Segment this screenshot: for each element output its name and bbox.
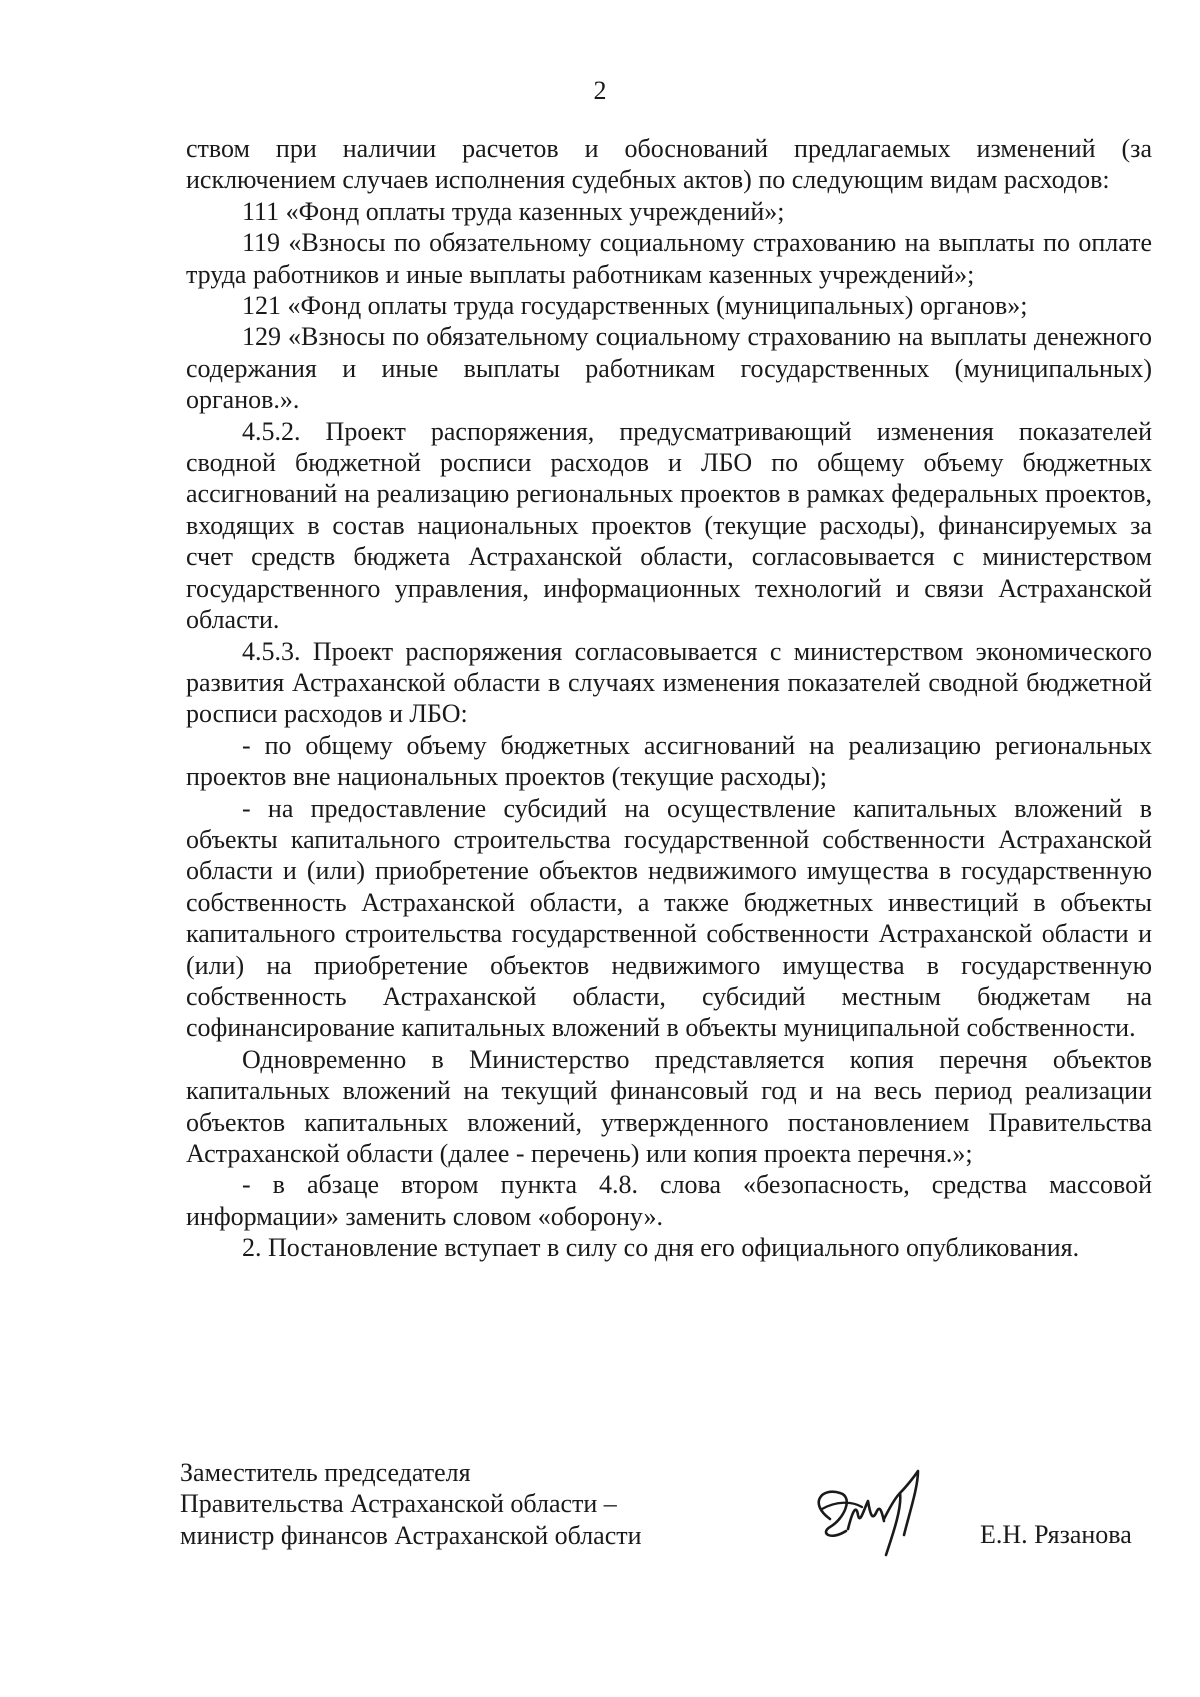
paragraph: Одновременно в Министерство представляется копия перечня объектов капитальных вложений на текущий финансовый год и на весь период реализации объектов капитальных вложений, утвержденного постановлением Правительства Астраханской области (далее - перечень) или копия проекта перечня.»; <box>186 1044 1152 1168</box>
paragraph: 121 «Фонд оплаты труда государственных (муниципальных) органов»; <box>242 291 1028 321</box>
paragraph: - по общему объему бюджетных ассигнований на реализацию региональных проектов вне национальных проектов (текущие расходы); <box>186 730 1152 792</box>
paragraph: 129 «Взносы по обязательному социальному страхованию на выплаты денежного содержания и иные выплаты работникам государственных (муниципальных) органов.». <box>186 322 1152 415</box>
paragraph: ством при наличии расчетов и обоснований предлагаемых изменений (за исключением случаев исполнения судебных актов) по следующим видам расходов: <box>186 134 1152 195</box>
document-body <box>186 133 1152 1264</box>
signer-title-line: Заместитель председателя <box>180 1458 471 1487</box>
handwritten-signature <box>800 1457 930 1567</box>
paragraph: 4.5.3. Проект распоряжения согласовывается с министерством экономического развития Астраханской области в случаях изменения показателей сводной бюджетной росписи расходов и ЛБО: <box>186 636 1152 729</box>
paragraph: - в абзаце втором пункта 4.8. слова «безопасность, средства массовой информации» заменить словом «оборону». <box>186 1170 1152 1231</box>
paragraph: 4.5.2. Проект распоряжения, предусматривающий изменения показателей сводной бюджетной росписи расходов и ЛБО по общему объему бюджетных ассигнований на реализацию региональных проектов в рамках федеральных проектов, входящих в состав национальных проектов (текущие расходы), финансируемых за счет средств бюджета Астраханской области, согласовывается с министерством государственного управления, информационных технологий и связи Астраханской области. <box>186 416 1152 635</box>
signer-title-line: министр финансов Астраханской области <box>180 1520 642 1550</box>
signer-name: Е.Н. Рязанова <box>980 1520 1132 1549</box>
paragraph: - на предоставление субсидий на осуществление капитальных вложений в объекты капитального строительства государственной собственности Астраханской области и (или) приобретение объектов недвижимого имущества в государственную собственность Астраханской области, а также бюджетных инвестиций в объекты капитального строительства государственной собственности Астраханской области и (или) на приобретение объектов недвижимого имущества в государственную собственность Астраханской области, субсидий местным бюджетам на софинансирование капитальных вложений в объекты муниципальной собственности. <box>186 793 1152 1043</box>
paragraph: 119 «Взносы по обязательному социальному страхованию на выплаты по оплате труда работников и иные выплаты работникам казенных учреждений»; <box>186 228 1152 289</box>
signature-block <box>180 1457 1170 1551</box>
signer-title-line: Правительства Астраханской области – <box>180 1489 617 1519</box>
paragraph: 2. Постановление вступает в силу со дня его официального опубликования. <box>242 1233 1080 1263</box>
page-number: 2 <box>593 76 607 105</box>
paragraph: 111 «Фонд оплаты труда казенных учреждений»; <box>242 196 785 226</box>
